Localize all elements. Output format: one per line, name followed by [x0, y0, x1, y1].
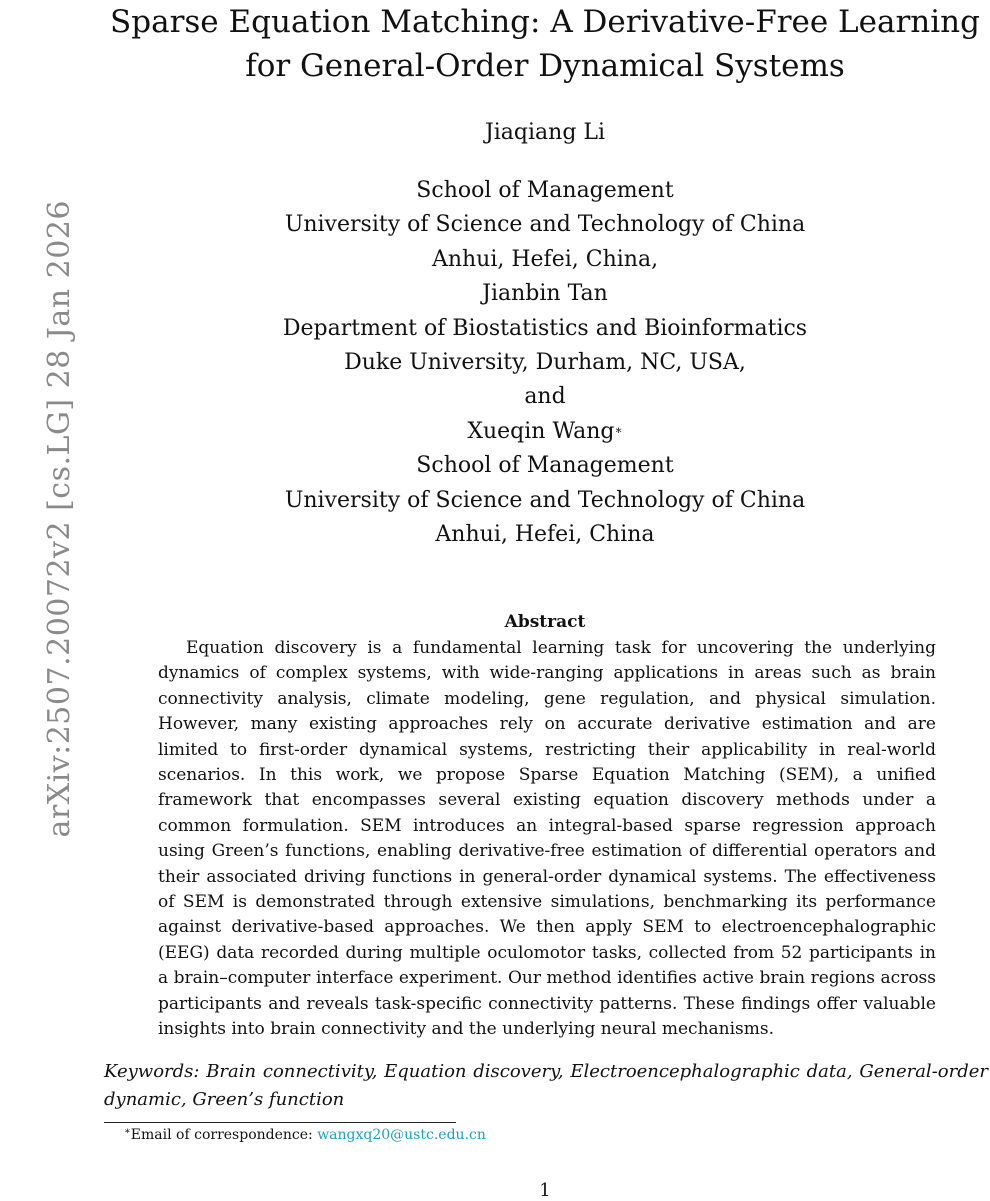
paper-title — [100, 0, 990, 88]
footnote-mark: ∗ — [124, 1126, 131, 1137]
author-conjunction: and — [524, 384, 566, 410]
corresponding-mark: ∗ — [614, 422, 623, 437]
keywords: Keywords: Brain connectivity, Equation discovery, Electroencephalographic data, General-order dynamic, Green’s function — [104, 1061, 988, 1110]
lead-author: Jiaqiang Li — [484, 120, 606, 145]
footnote-label: Email of correspondence: — [130, 1127, 318, 1143]
affiliation-line: School of Management — [416, 453, 674, 479]
author-name: Jianbin Tan — [482, 281, 608, 307]
title-line-1: Sparse Equation Matching: A Derivative-Free Learning — [110, 4, 980, 40]
page-number: 1 — [539, 1180, 551, 1201]
affiliation-line: School of Management — [416, 178, 674, 203]
affiliation-line: Anhui, Hefei, China — [435, 522, 655, 548]
affiliation-line: University of Science and Technology of China — [284, 487, 806, 513]
arxiv-stamp-text: arXiv:2507.20072v2 [cs.LG] 28 Jan 2026 — [42, 200, 77, 838]
affiliation-line: Duke University, Durham, NC, USA, — [344, 350, 746, 376]
affiliation-line: University of Science and Technology of China — [284, 212, 806, 238]
footnote — [124, 1127, 486, 1143]
affiliation-line: Department of Biostatistics and Bioinformatics — [282, 315, 808, 341]
abstract-text: Equation discovery is a fundamental learning task for uncovering the underlying dynamics of complex systems, with wide-ranging applications in areas such as brain connectivity analysis, climate modeling, gene regulation, and physical simulation. However, many existing approaches rely on accurate derivative estimation and are limited to first-order dynamical systems, restricting their applicability in real-world scenarios. In this work, we propose Sparse Equation Matching (SEM), a unified framework that encompasses several existing equation discovery methods under a common formulation. SEM introduces an integral-based sparse regression approach using Green’s functions, enabling derivative-free estimation of differential operators and their associated driving functions in general-order dynamical systems. The effectiveness of SEM is demonstrated through extensive simulations, benchmarking its performance against derivative-based approaches. We then apply SEM to electroencephalographic (EEG) data recorded during multiple oculomotor tasks, collected from 52 participants in a brain–computer interface experiment. Our method identifies active brain regions across participants and reveals task-specific connectivity patterns. These findings offer valuable insights into brain connectivity and the underlying neural mechanisms. — [158, 638, 936, 1040]
author-name — [100, 415, 990, 449]
abstract-heading: Abstract — [504, 612, 586, 632]
title-line-2: for General-Order Dynamical Systems — [245, 48, 845, 84]
arxiv-identifier-stamp — [4, 200, 77, 860]
affiliation-line: Anhui, Hefei, China, — [431, 246, 659, 272]
correspondence-email-link[interactable]: wangxq20@ustc.edu.cn — [317, 1127, 486, 1143]
corresponding-author-name: Xueqin Wang — [467, 418, 615, 444]
footnote-divider — [104, 1122, 456, 1123]
author-block — [100, 116, 990, 552]
